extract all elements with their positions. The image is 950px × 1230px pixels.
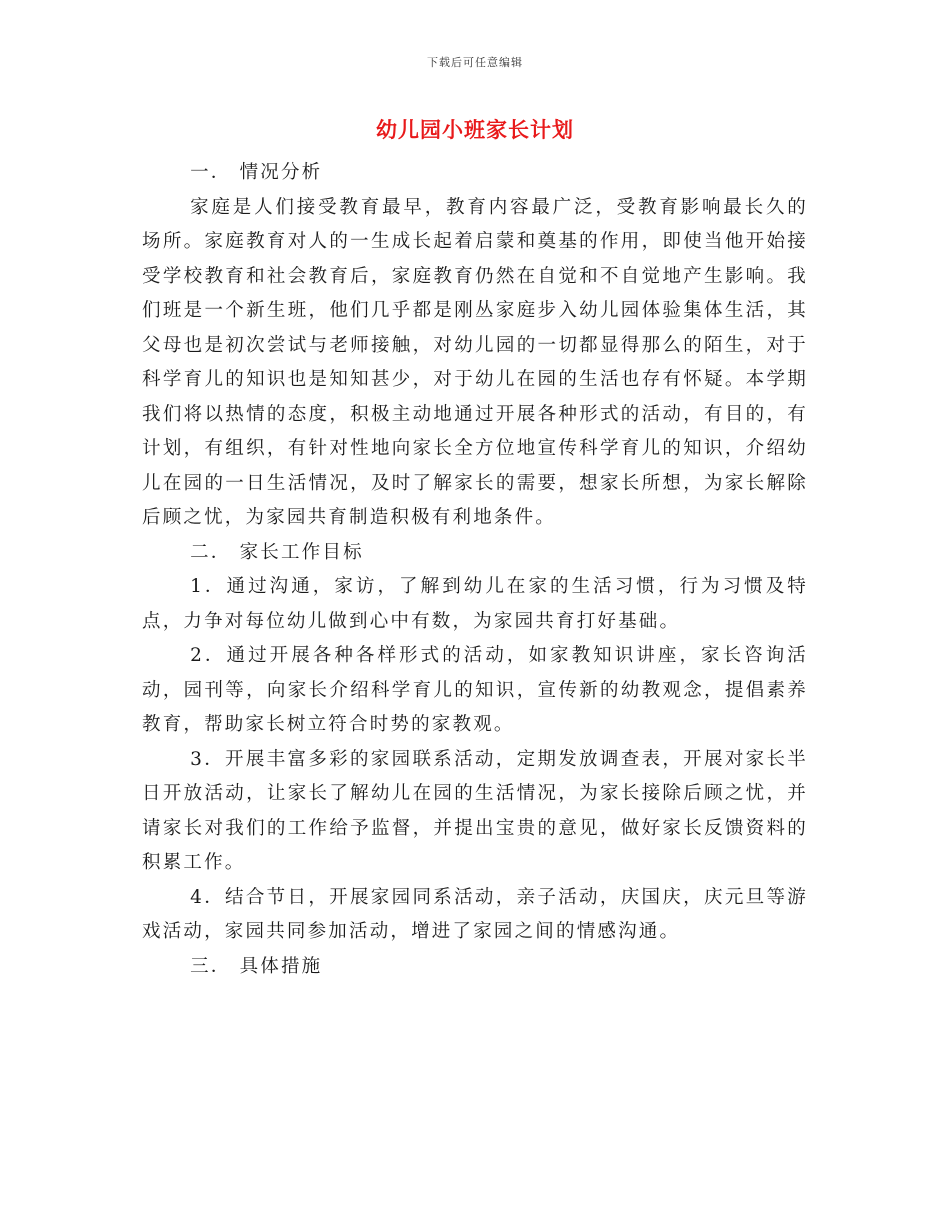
paragraph-goal-4: 4．结合节日，开展家园同系活动，亲子活动，庆国庆，庆元旦等游戏活动，家园共同参加活动，增进了家园之间的情感沟通。 (142, 886, 808, 942)
paragraph-analysis: 家庭是人们接受教育最早，教育内容最广泛，受教育影响最长久的场所。家庭教育对人的一生成长起着启蒙和奠基的作用，即使当他开始接受学校教育和社会教育后，家庭教育仍然在自觉和不自觉地产生影响。我们班是一个新生班，他们几乎都是刚丛家庭步入幼儿园体验集体生活，其父母也是初次尝试与老师接触，对幼儿园的一切都显得那么的陌生，对于科学育儿的知识也是知知甚少，对于幼儿在园的生活也存有怀疑。本学期我们将以热情的态度，积极主动地通过开展各种形式的活动，有目的，有计划，有组织，有针对性地向家长全方位地宣传科学育儿的知识，介绍幼儿在园的一日生活情况，及时了解家长的需要，想家长所想，为家长解除后顾之忧，为家园共育制造积极有利地条件。 (142, 196, 808, 528)
document-title: 幼儿园小班家长计划 (376, 117, 574, 142)
paragraph-goal-1: 1．通过沟通，家访，了解到幼儿在家的生活习惯，行为习惯及特点，力争对每位幼儿做到心中有数，为家园共育打好基础。 (142, 576, 808, 632)
document-body (142, 156, 808, 984)
paragraph-goal-2: 2．通过开展各种各样形式的活动，如家教知识讲座，家长咨询活动，园刊等，向家长介绍科学育儿的知识，宣传新的幼教观念，提倡素养教育，帮助家长树立符合时势的家教观。 (142, 645, 808, 735)
section-heading-goals: 二． 家长工作目标 (190, 541, 364, 563)
section-heading-analysis: 一． 情况分析 (190, 162, 323, 183)
header-note: 下载后可任意编辑 (427, 56, 523, 69)
paragraph-goal-3: 3．开展丰富多彩的家园联系活动，定期发放调查表，开展对家长半日开放活动，让家长了解幼儿在园的生活情况，为家长接除后顾之忧，并请家长对我们的工作给予监督，并提出宝贵的意见，做好家长反馈资料的积累工作。 (142, 748, 808, 873)
section-heading-measures: 三． 具体措施 (190, 955, 323, 977)
